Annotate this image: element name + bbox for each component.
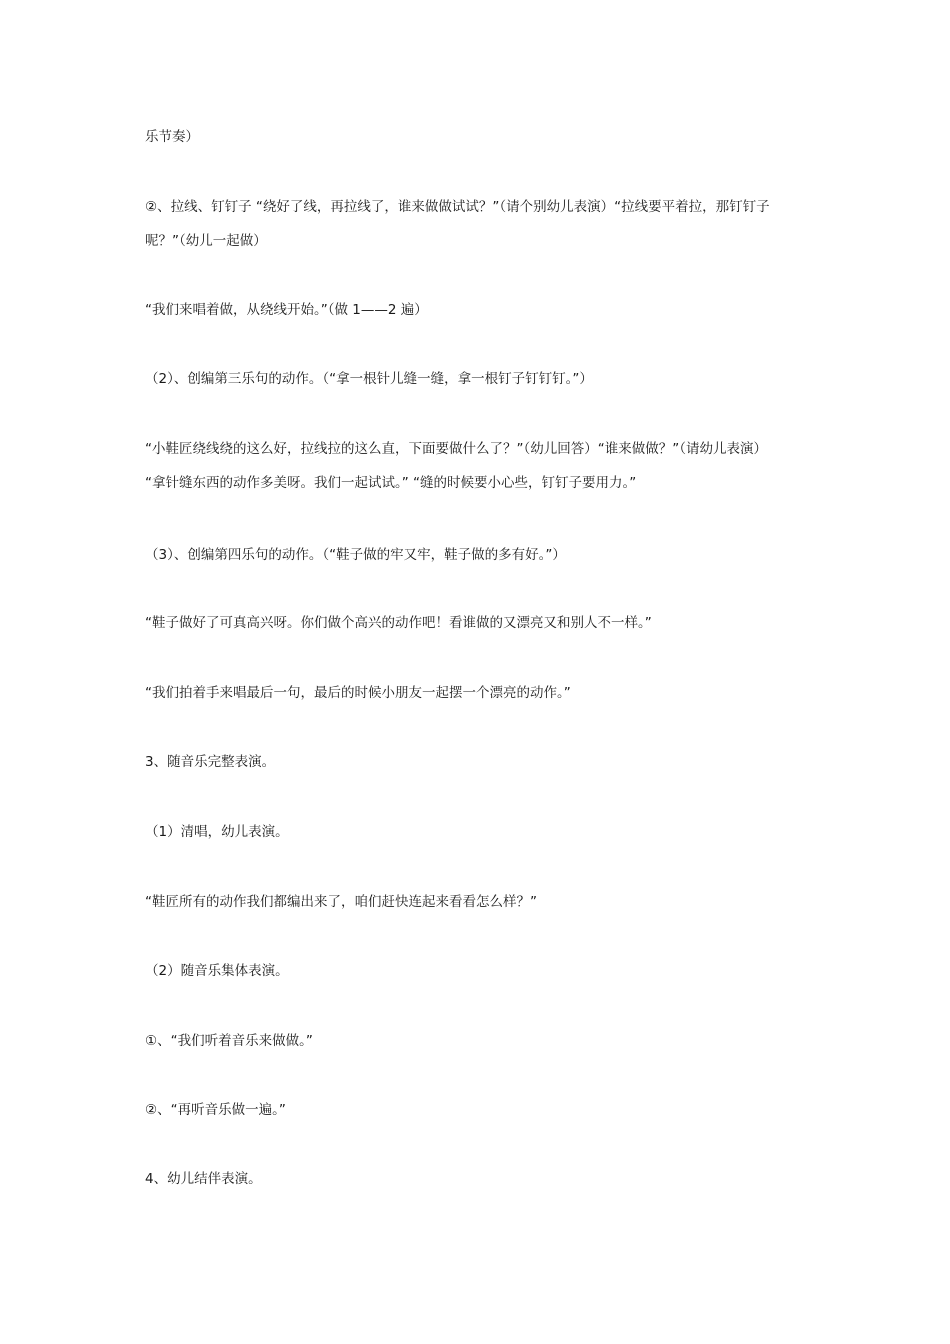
paragraph-music-rhythm — [145, 120, 815, 154]
paragraph-clap-hands — [145, 676, 815, 710]
text-line: 3、随音乐完整表演。 — [145, 754, 276, 770]
text-line: （3）、创编第四乐句的动作。（“鞋子做的牢又牢，鞋子做的多有好。”） — [145, 547, 566, 563]
text-line: “拿针缝东西的动作多美呀。我们一起试试。” “缝的时候要小心些，钉钉子要用力。” — [145, 475, 637, 491]
text-line: “我们拍着手来唱最后一句，最后的时候小朋友一起摆一个漂亮的动作。” — [145, 685, 571, 701]
text-line: 4、幼儿结伴表演。 — [145, 1171, 262, 1187]
paragraph-listen-again — [145, 1093, 815, 1127]
text-line: “小鞋匠绕线绕的这么好，拉线拉的这么直，下面要做什么了？”（幼儿回答）“谁来做做？”（请幼儿表演） — [145, 441, 767, 457]
paragraph-sing-and-do — [145, 293, 815, 327]
text-line: （2）、创编第三乐句的动作。（“拿一根针儿缝一缝，拿一根钉子钉钉钉。”） — [145, 371, 593, 387]
text-line: 呢？”（幼儿一起做） — [145, 233, 267, 249]
text-line: ②、“再听音乐做一遍。” — [145, 1102, 286, 1118]
paragraph-fourth-phrase — [145, 538, 815, 572]
paragraph-little-shoemaker — [145, 432, 815, 500]
text-line: 乐节奏） — [145, 129, 199, 145]
paragraph-group-performance — [145, 954, 815, 988]
text-line: ①、“我们听着音乐来做做。” — [145, 1033, 313, 1049]
text-line: ②、拉线、钉钉子 “绕好了线，再拉线了，谁来做做试试？”（请个别幼儿表演）“拉线要平着拉，那钉钉子 — [145, 199, 770, 215]
text-line: （1）清唱，幼儿表演。 — [145, 824, 289, 840]
paragraph-a-cappella — [145, 815, 815, 849]
section-heading-4 — [145, 1162, 815, 1196]
paragraph-happy-action — [145, 606, 815, 640]
text-line: “我们来唱着做，从绕线开始。”（做 1——2 遍） — [145, 302, 428, 318]
paragraph-pull-thread — [145, 190, 815, 258]
paragraph-all-actions — [145, 885, 815, 919]
text-line: “鞋匠所有的动作我们都编出来了，咱们赶快连起来看看怎么样？” — [145, 894, 537, 910]
text-line: “鞋子做好了可真高兴呀。你们做个高兴的动作吧！看谁做的又漂亮又和别人不一样。” — [145, 615, 652, 631]
section-heading-3 — [145, 745, 815, 779]
paragraph-listen-music — [145, 1024, 815, 1058]
paragraph-third-phrase — [145, 362, 815, 396]
text-line: （2）随音乐集体表演。 — [145, 963, 289, 979]
